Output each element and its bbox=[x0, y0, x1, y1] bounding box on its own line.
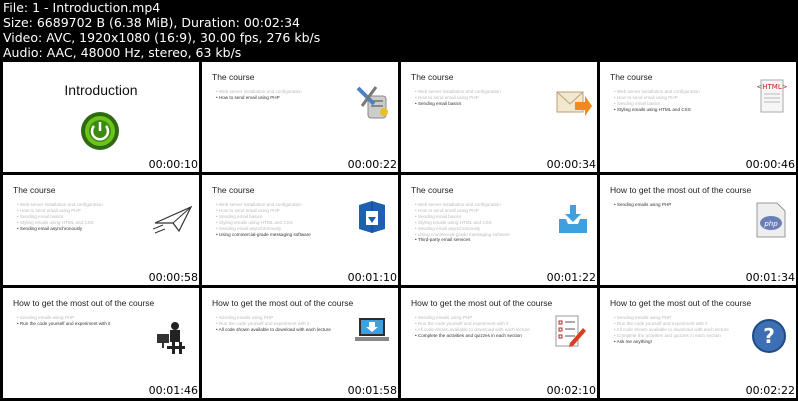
slide-bullet: • Using commercial-grade messaging software bbox=[415, 232, 510, 238]
slide-title: The course bbox=[411, 72, 454, 82]
slide-title: How to get the most out of the course bbox=[212, 298, 354, 308]
slide-bullet: • Sending email basics bbox=[614, 101, 700, 107]
slide-bullet: • All code shown available to download with each lecture bbox=[216, 327, 331, 333]
timestamp: 00:00:58 bbox=[148, 271, 198, 284]
slide-bullets bbox=[614, 315, 729, 345]
slide-bullet: • Sending email asynchronously bbox=[415, 226, 510, 232]
slide-bullet: • Sending emails using PHP bbox=[17, 315, 111, 321]
thumbnail-1[interactable] bbox=[3, 62, 199, 172]
power-button-icon bbox=[80, 111, 120, 155]
slide-bullet: • Complete the activities and quizzes in each section bbox=[614, 333, 729, 339]
thumbnail-2[interactable] bbox=[202, 62, 398, 172]
slide-bullet: • Sending email basics bbox=[216, 214, 311, 220]
slide-bullet: • Third-party email services bbox=[415, 237, 510, 243]
slide-title: How to get the most out of the course bbox=[13, 298, 155, 308]
slide-bullet: • Run the code yourself and experiment with it bbox=[17, 321, 111, 327]
slide-bullets bbox=[415, 202, 510, 243]
server-tools-icon bbox=[354, 84, 392, 124]
php-file-icon bbox=[755, 201, 787, 243]
slide-bullets bbox=[216, 89, 302, 101]
file-info-header bbox=[0, 0, 798, 60]
svg-text:?: ? bbox=[763, 324, 775, 348]
timestamp: 00:00:22 bbox=[347, 158, 397, 171]
svg-text:php: php bbox=[764, 220, 778, 228]
slide-bullets bbox=[216, 202, 311, 237]
slide-bullet: • Run the code yourself and experiment with it bbox=[415, 321, 530, 327]
slide-bullet: • Styling emails using HTML and CSS bbox=[415, 220, 510, 226]
timestamp: 00:01:22 bbox=[546, 271, 596, 284]
timestamp: 00:01:46 bbox=[148, 384, 198, 397]
svg-text:<HTML>: <HTML> bbox=[756, 83, 788, 91]
file-name: File: 1 - Introduction.mp4 bbox=[3, 0, 161, 15]
thumbnail-6[interactable] bbox=[202, 175, 398, 285]
slide-title: Introduction bbox=[64, 82, 138, 98]
slide-bullet: • Sending emails using PHP bbox=[614, 202, 671, 208]
audio-info: Audio: AAC, 48000 Hz, stereo, 63 kb/s bbox=[3, 45, 242, 60]
slide-bullet: • Sending email basics bbox=[17, 214, 103, 220]
slide-bullet: • Run the code yourself and experiment with it bbox=[216, 321, 331, 327]
slide-bullet: • Web server installation and configuration bbox=[216, 89, 302, 95]
slide-bullet: • Styling emails using HTML and CSS bbox=[216, 220, 311, 226]
slide-bullets bbox=[415, 315, 530, 339]
timestamp: 00:02:10 bbox=[546, 384, 596, 397]
thumbnail-12[interactable] bbox=[600, 288, 796, 398]
slide-bullet: • Sending email basics bbox=[415, 214, 510, 220]
slide-bullet: • How to send email using PHP bbox=[216, 95, 302, 101]
slide-title: How to get the most out of the course bbox=[411, 298, 553, 308]
slide-bullet: • Sending email basics bbox=[415, 101, 501, 107]
timestamp: 00:00:34 bbox=[546, 158, 596, 171]
slide-bullet: • Web server installation and configuration bbox=[415, 202, 510, 208]
slide-bullet: • Sending emails using PHP bbox=[216, 315, 331, 321]
inbox-download-icon bbox=[556, 203, 590, 239]
slide-title: The course bbox=[610, 72, 653, 82]
slide-bullet: • Styling emails using HTML and CSS bbox=[614, 107, 700, 113]
slide-bullet: • How to send email using PHP bbox=[216, 208, 311, 214]
file-size-duration: Size: 6689702 B (6.38 MiB), Duration: 00:02:34 bbox=[3, 15, 300, 30]
envelope-arrow-icon bbox=[555, 88, 593, 124]
thumbnail-8[interactable] bbox=[600, 175, 796, 285]
slide-bullets bbox=[17, 202, 103, 232]
slide-bullet: • Sending emails using PHP bbox=[614, 315, 729, 321]
slide-bullet: • Using commercial-grade messaging software bbox=[216, 232, 311, 238]
timestamp: 00:01:10 bbox=[347, 271, 397, 284]
slide-bullets bbox=[614, 89, 700, 113]
video-info: Video: AVC, 1920x1080 (16:9), 30.00 fps, 276 kb/s bbox=[3, 30, 321, 45]
thumbnail-5[interactable] bbox=[3, 175, 199, 285]
slide-bullet: • Web server installation and configuration bbox=[614, 89, 700, 95]
slide-title: How to get the most out of the course bbox=[610, 185, 752, 195]
slide-bullets bbox=[614, 202, 671, 208]
timestamp: 00:02:22 bbox=[745, 384, 795, 397]
timestamp: 00:01:34 bbox=[745, 271, 795, 284]
slide-bullet: • Web server installation and configuration bbox=[415, 89, 501, 95]
thumbnail-3[interactable] bbox=[401, 62, 597, 172]
slide-bullets bbox=[216, 315, 331, 333]
slide-bullet: • How to send email using PHP bbox=[614, 95, 700, 101]
slide-title: The course bbox=[13, 185, 56, 195]
person-at-computer-icon bbox=[155, 318, 189, 360]
slide-title: How to get the most out of the course bbox=[610, 298, 752, 308]
slide-bullet: • Sending email asynchronously bbox=[17, 226, 103, 232]
thumbnail-7[interactable] bbox=[401, 175, 597, 285]
slide-bullets bbox=[415, 89, 501, 107]
download-box-icon bbox=[357, 199, 387, 237]
slide-bullet: • How to send email using PHP bbox=[17, 208, 103, 214]
thumbnail-11[interactable] bbox=[401, 288, 597, 398]
slide-bullet: • Complete the activities and quizzes in each section bbox=[415, 333, 530, 339]
timestamp: 00:01:58 bbox=[347, 384, 397, 397]
html-document-icon bbox=[755, 78, 789, 118]
timestamp: 00:00:10 bbox=[148, 158, 198, 171]
slide-title: The course bbox=[212, 72, 255, 82]
slide-bullet: • All code shown available to download with each lecture bbox=[614, 327, 729, 333]
slide-bullets bbox=[17, 315, 111, 327]
slide-bullet: • Ask me anything! bbox=[614, 339, 729, 345]
slide-title: The course bbox=[411, 185, 454, 195]
paper-plane-icon bbox=[153, 203, 193, 239]
slide-bullet: • How to send email using PHP bbox=[415, 208, 510, 214]
slide-bullet: • Web server installation and configuration bbox=[216, 202, 311, 208]
slide-bullet: • Run the code yourself and experiment with it bbox=[614, 321, 729, 327]
thumbnail-4[interactable] bbox=[600, 62, 796, 172]
slide-title: The course bbox=[212, 185, 255, 195]
slide-bullet: • Web server installation and configuration bbox=[17, 202, 103, 208]
slide-bullet: • How to send email using PHP bbox=[415, 95, 501, 101]
timestamp: 00:00:46 bbox=[745, 158, 795, 171]
thumbnail-10[interactable] bbox=[202, 288, 398, 398]
slide-bullet: • Sending email asynchronously bbox=[216, 226, 311, 232]
question-mark-icon bbox=[751, 318, 787, 358]
slide-bullet: • Sending emails using PHP bbox=[415, 315, 530, 321]
laptop-download-icon bbox=[354, 316, 390, 350]
slide-bullet: • All code shown available to download with each lecture bbox=[415, 327, 530, 333]
slide-bullet: • Styling emails using HTML and CSS bbox=[17, 220, 103, 226]
checklist-pencil-icon bbox=[553, 314, 587, 354]
thumbnail-9[interactable] bbox=[3, 288, 199, 398]
